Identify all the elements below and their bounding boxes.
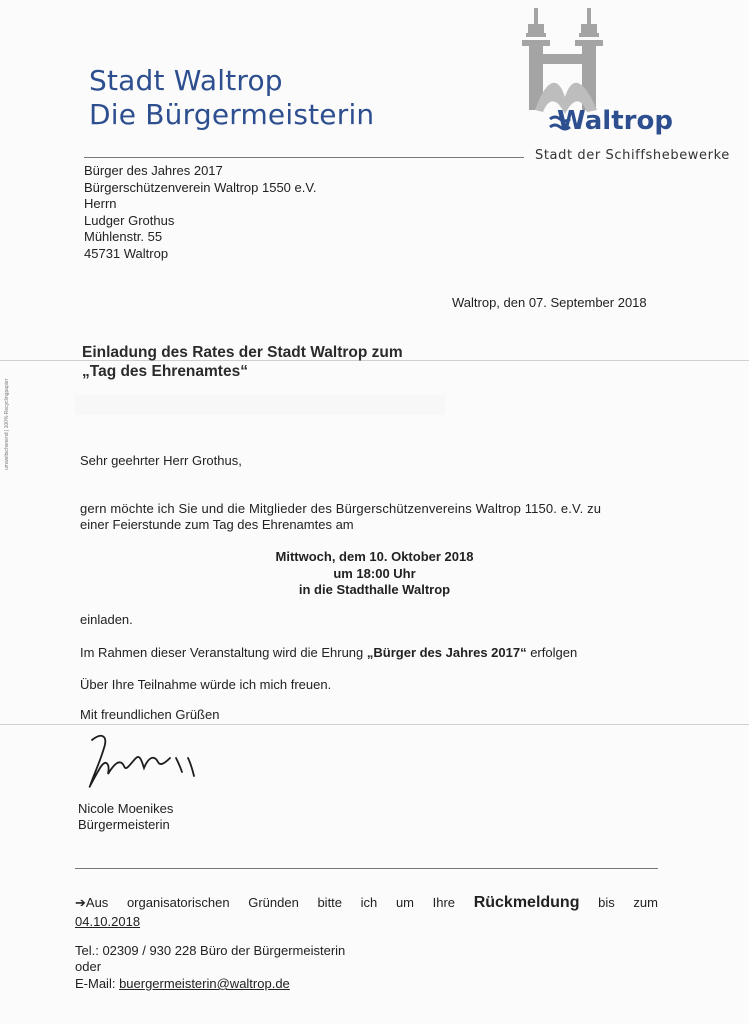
event-place: in die Stadthalle Waltrop <box>298 582 451 597</box>
email-link[interactable]: buergermeisterin@waltrop.de <box>119 976 290 991</box>
event-time: um 18:00 Uhr <box>333 565 416 581</box>
letter-date: Waltrop, den 07. September 2018 <box>452 295 647 310</box>
note-word: um <box>395 895 414 910</box>
event-date: Mittwoch, dem 10. Oktober 2018 <box>275 549 474 564</box>
note-word: organisatorischen <box>126 895 230 910</box>
note-word: bitte <box>317 895 343 910</box>
response-line <box>75 894 658 912</box>
address-line: Herrn <box>84 196 117 211</box>
event-details <box>0 549 749 599</box>
letter-subject <box>82 343 403 381</box>
closing: Mit freundlichen Grüßen <box>80 707 220 722</box>
arrow-icon: ➔ <box>75 895 86 910</box>
address-line: Bürger des Jahres 2017 <box>84 163 223 178</box>
address-line: Ludger Grothus <box>84 212 175 228</box>
org-office: Die Bürgermeisterin <box>89 98 375 131</box>
contact-email-line <box>75 976 290 992</box>
letterhead <box>89 64 374 132</box>
org-name: Stadt Waltrop <box>89 64 283 97</box>
logo-tagline: Stadt der Schiffshebewerke <box>535 148 730 163</box>
first-word <box>75 895 108 911</box>
address-line: Mühlenstr. 55 <box>84 229 163 244</box>
honor-suffix: erfolgen <box>526 645 578 660</box>
note-word: Ihre <box>432 895 456 910</box>
fold-line <box>0 724 749 725</box>
email-label: E-Mail: <box>75 976 120 991</box>
logo-wordmark: Waltrop <box>557 106 673 136</box>
response-deadline: 04.10.2018 <box>75 914 141 929</box>
scan-artifact <box>75 395 445 415</box>
city-logo <box>515 2 740 172</box>
response-request <box>75 894 658 929</box>
footer-divider <box>75 868 658 869</box>
contact-phone: Tel.: 02309 / 930 228 Büro der Bürgermeisterin <box>75 943 346 958</box>
address-line: 45731 Waltrop <box>84 245 169 261</box>
recycling-paper-note: umweltschonend | 100% Recyclingpapier <box>4 378 10 470</box>
salutation: Sehr geehrter Herr Grothus, <box>80 453 242 468</box>
contact-or: oder <box>75 959 102 974</box>
honor-sentence <box>80 645 577 661</box>
signatory-name: Nicole Moenikes <box>78 801 174 816</box>
note-word: Gründen <box>248 895 299 910</box>
invite-text: einladen. <box>80 612 133 627</box>
note-word: Aus <box>85 895 109 910</box>
response-keyword: Rückmeldung <box>473 894 580 911</box>
note-word: bis <box>598 895 615 910</box>
honor-prefix: Im Rahmen dieser Veranstaltung wird die Ehrung <box>80 645 367 660</box>
note-word: zum <box>633 895 658 910</box>
honor-title: „Bürger des Jahres 2017“ <box>366 645 527 660</box>
subject-line: Einladung des Rates der Stadt Waltrop zum <box>82 344 403 361</box>
signatory-title: Bürgermeisterin <box>78 817 170 832</box>
subject-line: „Tag des Ehrenamtes“ <box>82 363 248 380</box>
intro-line: gern möchte ich Sie und die Mitglieder des Bürgerschützenvereins Waltrop 1150. e.V. zu <box>80 501 602 516</box>
note-word: ich <box>360 895 378 910</box>
pleasure-text: Über Ihre Teilnahme würde ich mich freuen. <box>80 677 332 692</box>
recipient-address <box>84 163 316 262</box>
intro-line: einer Feierstunde zum Tag des Ehrenamtes am <box>80 517 354 532</box>
address-line: Bürgerschützenverein Waltrop 1550 e.V. <box>84 179 317 195</box>
header-divider <box>84 157 524 158</box>
handwritten-signature <box>80 728 240 800</box>
